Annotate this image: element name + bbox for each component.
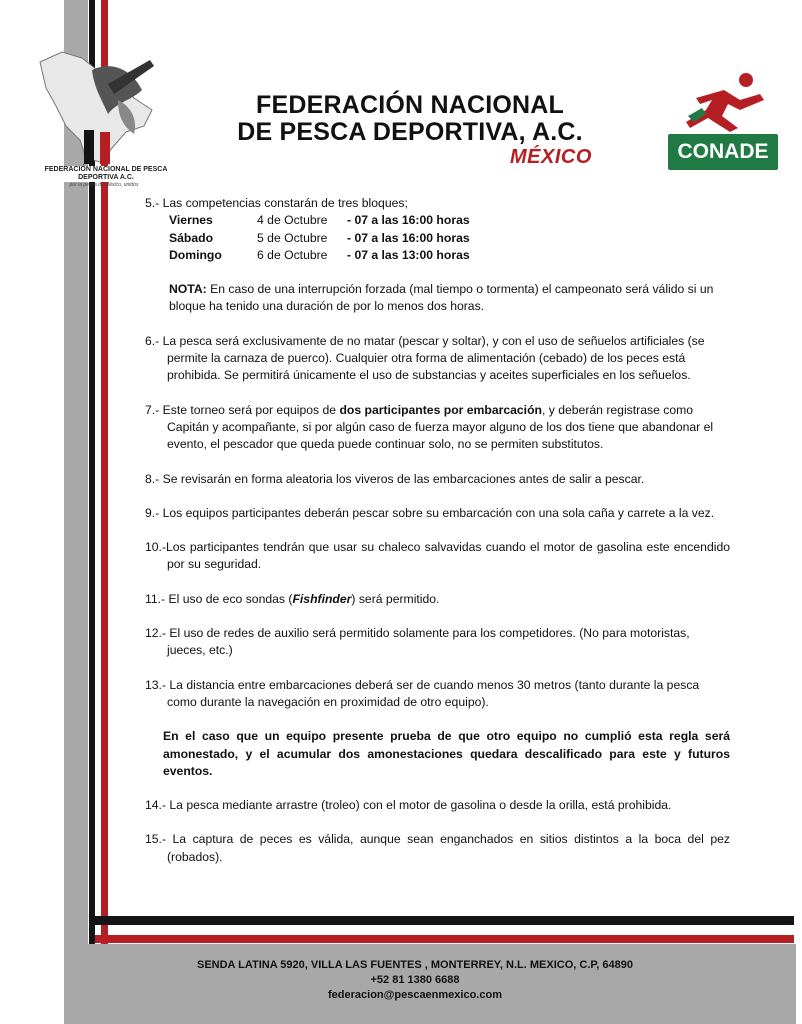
logo-caption: FEDERACIÓN NACIONAL DE PESCA DEPORTIVA A.C. [36, 166, 176, 182]
rule-7-bold: dos participantes por embarcación [339, 402, 542, 417]
note-text: En caso de una interrupción forzada (mal tiempo o tormenta) el campeonato será válido si un bloque ha tenido una duración de por lo menos dos horas. [169, 282, 714, 314]
rule-5-intro: 5.- Las competencias constarán de tres bloques; [145, 196, 408, 210]
title-line-2: DE PESCA DEPORTIVA, A.C. [237, 118, 583, 146]
rule-9: 9.- Los equipos participantes deberán pescar sobre su embarcación con una sola caña y carrete a la vez. [145, 505, 715, 520]
conade-label: CONADE [668, 134, 778, 170]
note-paragraph [169, 281, 730, 316]
rule-11-text-a: 11.- El uso de eco sondas ( [145, 591, 293, 606]
rule-11 [145, 591, 730, 608]
schedule-row [169, 212, 730, 229]
schedule-day: Viernes [169, 213, 213, 228]
footer-address: SENDA LATINA 5920, VILLA LAS FUENTES , MONTERREY, N.L. MEXICO, C.P, 64890 [196, 959, 633, 971]
schedule-date: 5 de Octubre [257, 230, 328, 245]
rule-6: 6.- La pesca será exclusivamente de no matar (pescar y soltar), y con el uso de señuelos artificiales (se permite la carnaza de puerco). Cualquier otra forma de alimentación (cebado) de los peces está prohibida. Se permitirá únicamente el uso de substancias y aceites superficiales en los señuelos. [145, 333, 705, 383]
rule-12: 12.- El uso de redes de auxilio será permitido solamente para los competidores. (No para motoristas, jueces, etc.) [145, 626, 690, 658]
schedule-row [169, 230, 730, 247]
footer-black-bar [95, 916, 794, 925]
schedule-time: - 07 a las 13:00 horas [347, 247, 470, 262]
footer-red-bar [95, 935, 794, 943]
page-subtitle: MÉXICO [510, 146, 592, 168]
schedule-row [169, 247, 730, 264]
schedule-day: Domingo [169, 247, 222, 262]
rule-11-text-b: ) será permitido. [351, 591, 440, 606]
footer-contact [150, 958, 680, 1003]
schedule-date: 6 de Octubre [257, 247, 328, 262]
conade-logo [668, 70, 778, 170]
rule-7 [145, 402, 730, 454]
note-label: NOTA: [169, 282, 207, 297]
schedule-table [169, 212, 730, 264]
rule-15: 15.- La captura de peces es válida, aunque sean enganchados en sitios distintos a la boca del pez (robados). [145, 832, 730, 864]
title-line-1: FEDERACIÓN NACIONAL [256, 91, 564, 119]
schedule-time: - 07 a las 16:00 horas [347, 213, 470, 228]
schedule-time: - 07 a las 16:00 horas [347, 230, 470, 245]
footer-phone: +52 81 1380 6688 [370, 974, 460, 986]
rule-13-warning: En el caso que un equipo presente prueba de que otro equipo no cumplió esta regla será amonestado, y el acumular dos amonestaciones quedara descalificado para este y futuros eventos. [163, 729, 730, 778]
rule-13: 13.- La distancia entre embarcaciones deberá ser de cuando menos 30 metros (tanto durante la pesca como durante la navegación en proximidad de otro equipo). [145, 677, 700, 709]
rule-7-text-b: , y deberán registrase como Capitán y acompañante, si por algún caso de fuerza mayor alguno de los dos tiene que abandonar el evento, el pescador que queda puede continuar solo, no se permiten substitutos. [167, 402, 714, 452]
schedule-date: 4 de Octubre [257, 213, 328, 228]
schedule-day: Sábado [169, 230, 214, 245]
rule-7-text-a: 7.- Este torneo será por equipos de [145, 402, 340, 417]
rule-14: 14.- La pesca mediante arrastre (troleo) con el motor de gasolina o desde la orilla, está prohibida. [145, 798, 672, 813]
rule-8: 8.- Se revisarán en forma aleatoria los viveros de las embarcaciones antes de salir a pescar. [145, 471, 645, 486]
page-title [210, 92, 610, 146]
footer-email: federacion@pescaenmexico.com [328, 989, 502, 1001]
rule-11-emphasis: Fishfinder [292, 591, 352, 606]
runner-icon [668, 70, 778, 132]
rule-10: 10.-Los participantes tendrán que usar su chaleco salvavidas cuando el motor de gasolina este encendido por su seguridad. [145, 540, 730, 572]
logo-slogan: por la pesca de México, unidos [69, 182, 139, 188]
rules-content [145, 195, 730, 866]
